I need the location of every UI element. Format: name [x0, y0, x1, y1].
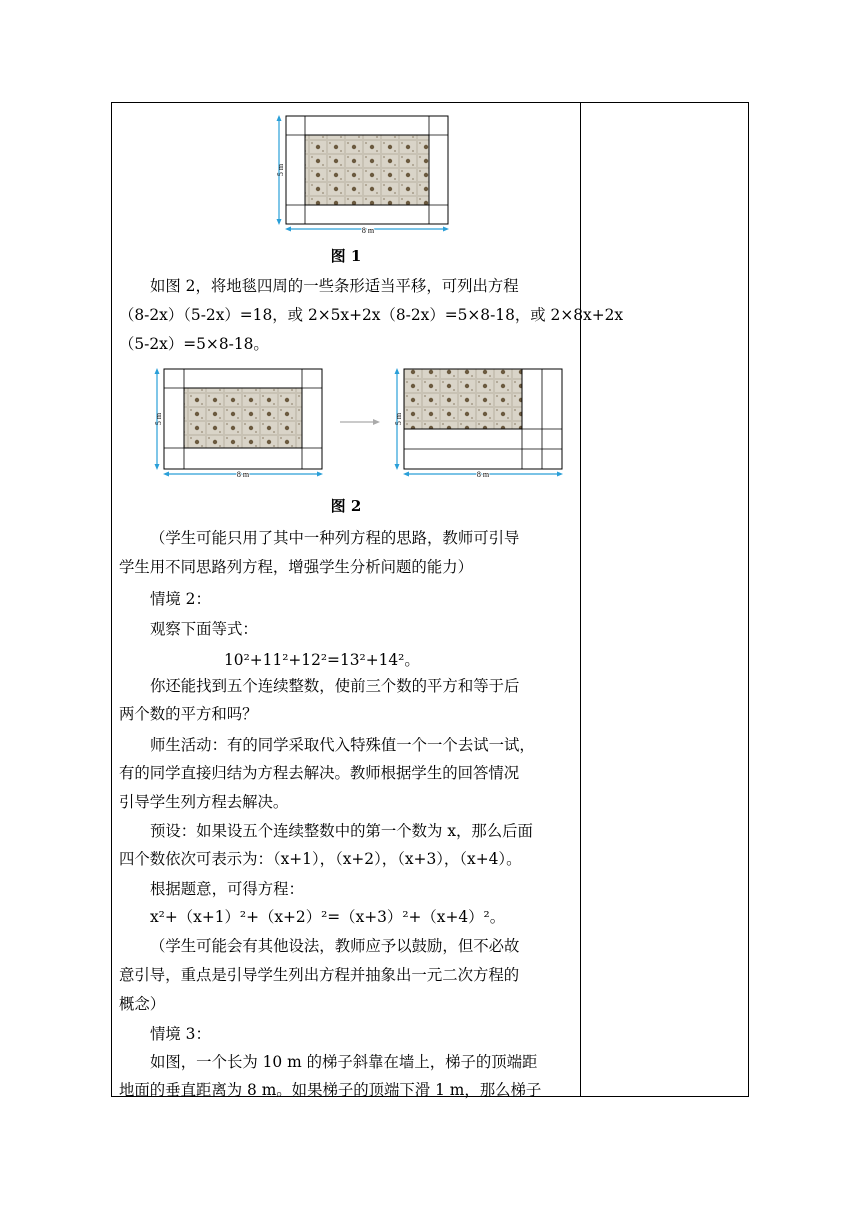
figure2-left-height-label: 5 m	[154, 412, 163, 426]
figure1-caption: 图 1	[330, 247, 362, 265]
para7-line3: 概念）	[119, 995, 166, 1013]
para8-line2: 地面的垂直距离为 8 m。如果梯子的顶端下滑 1 m，那么梯子	[119, 1081, 542, 1099]
para1-line2: （8-2x）（5-2x）=18，或 2×5x+2x（8-2x）=5×8-18，或 2×8x+2x	[119, 306, 624, 324]
para4-line3: 引导学生列方程去解决。	[119, 793, 289, 811]
para6: 根据题意，可得方程：	[150, 880, 304, 898]
situation3-title: 情境 3：	[150, 1025, 211, 1043]
figure2-right-height-label: 5 m	[394, 412, 403, 426]
para7-line2: 意引导，重点是引导学生列出方程并抽象出一元二次方程的	[119, 966, 520, 984]
para2-line1: （学生可能只用了其中一种列方程的思路，教师可引导	[150, 529, 520, 547]
figure1-diagram	[273, 112, 453, 234]
figure2-caption: 图 2	[330, 497, 362, 515]
situation2-observe: 观察下面等式：	[150, 620, 258, 638]
figure1-height-label: 5 m	[276, 163, 285, 177]
situation2-title: 情境 2：	[150, 590, 211, 608]
para4-line2: 有的同学直接归结为方程去解决。教师根据学生的回答情况	[119, 764, 520, 782]
para3-line2: 两个数的平方和吗？	[119, 705, 258, 723]
para8-line1: 如图，一个长为 10 m 的梯子斜靠在墙上，梯子的顶端距	[150, 1053, 538, 1071]
equation2: x²+（x+1）²+（x+2）²=（x+3）²+（x+4）²。	[150, 908, 506, 926]
para7-line1: （学生可能会有其他设法，教师应予以鼓励，但不必故	[150, 937, 520, 955]
figure2-left-width-label: 8 m	[236, 470, 250, 479]
figure2-diagram	[152, 365, 572, 480]
para1-line1: 如图 2，将地毯四周的一些条形适当平移，可列出方程	[150, 277, 519, 295]
figure1-width-label: 8 m	[361, 226, 375, 234]
figure2-right-width-label: 8 m	[476, 470, 490, 479]
para1-line3: （5-2x）=5×8-18。	[119, 335, 269, 353]
para2-line2: 学生用不同思路列方程，增强学生分析问题的能力）	[119, 558, 473, 576]
equation1: 10²+11²+12²=13²+14²。	[224, 651, 420, 669]
para5-line2: 四个数依次可表示为：（x+1），（x+2），（x+3），（x+4）。	[119, 850, 522, 868]
para5-line1: 预设：如果设五个连续整数中的第一个数为 x，那么后面	[150, 822, 533, 840]
para4-line1: 师生活动：有的同学采取代入特殊值一个一个去试一试，	[150, 736, 535, 754]
para3-line1: 你还能找到五个连续整数，使前三个数的平方和等于后	[150, 677, 520, 695]
